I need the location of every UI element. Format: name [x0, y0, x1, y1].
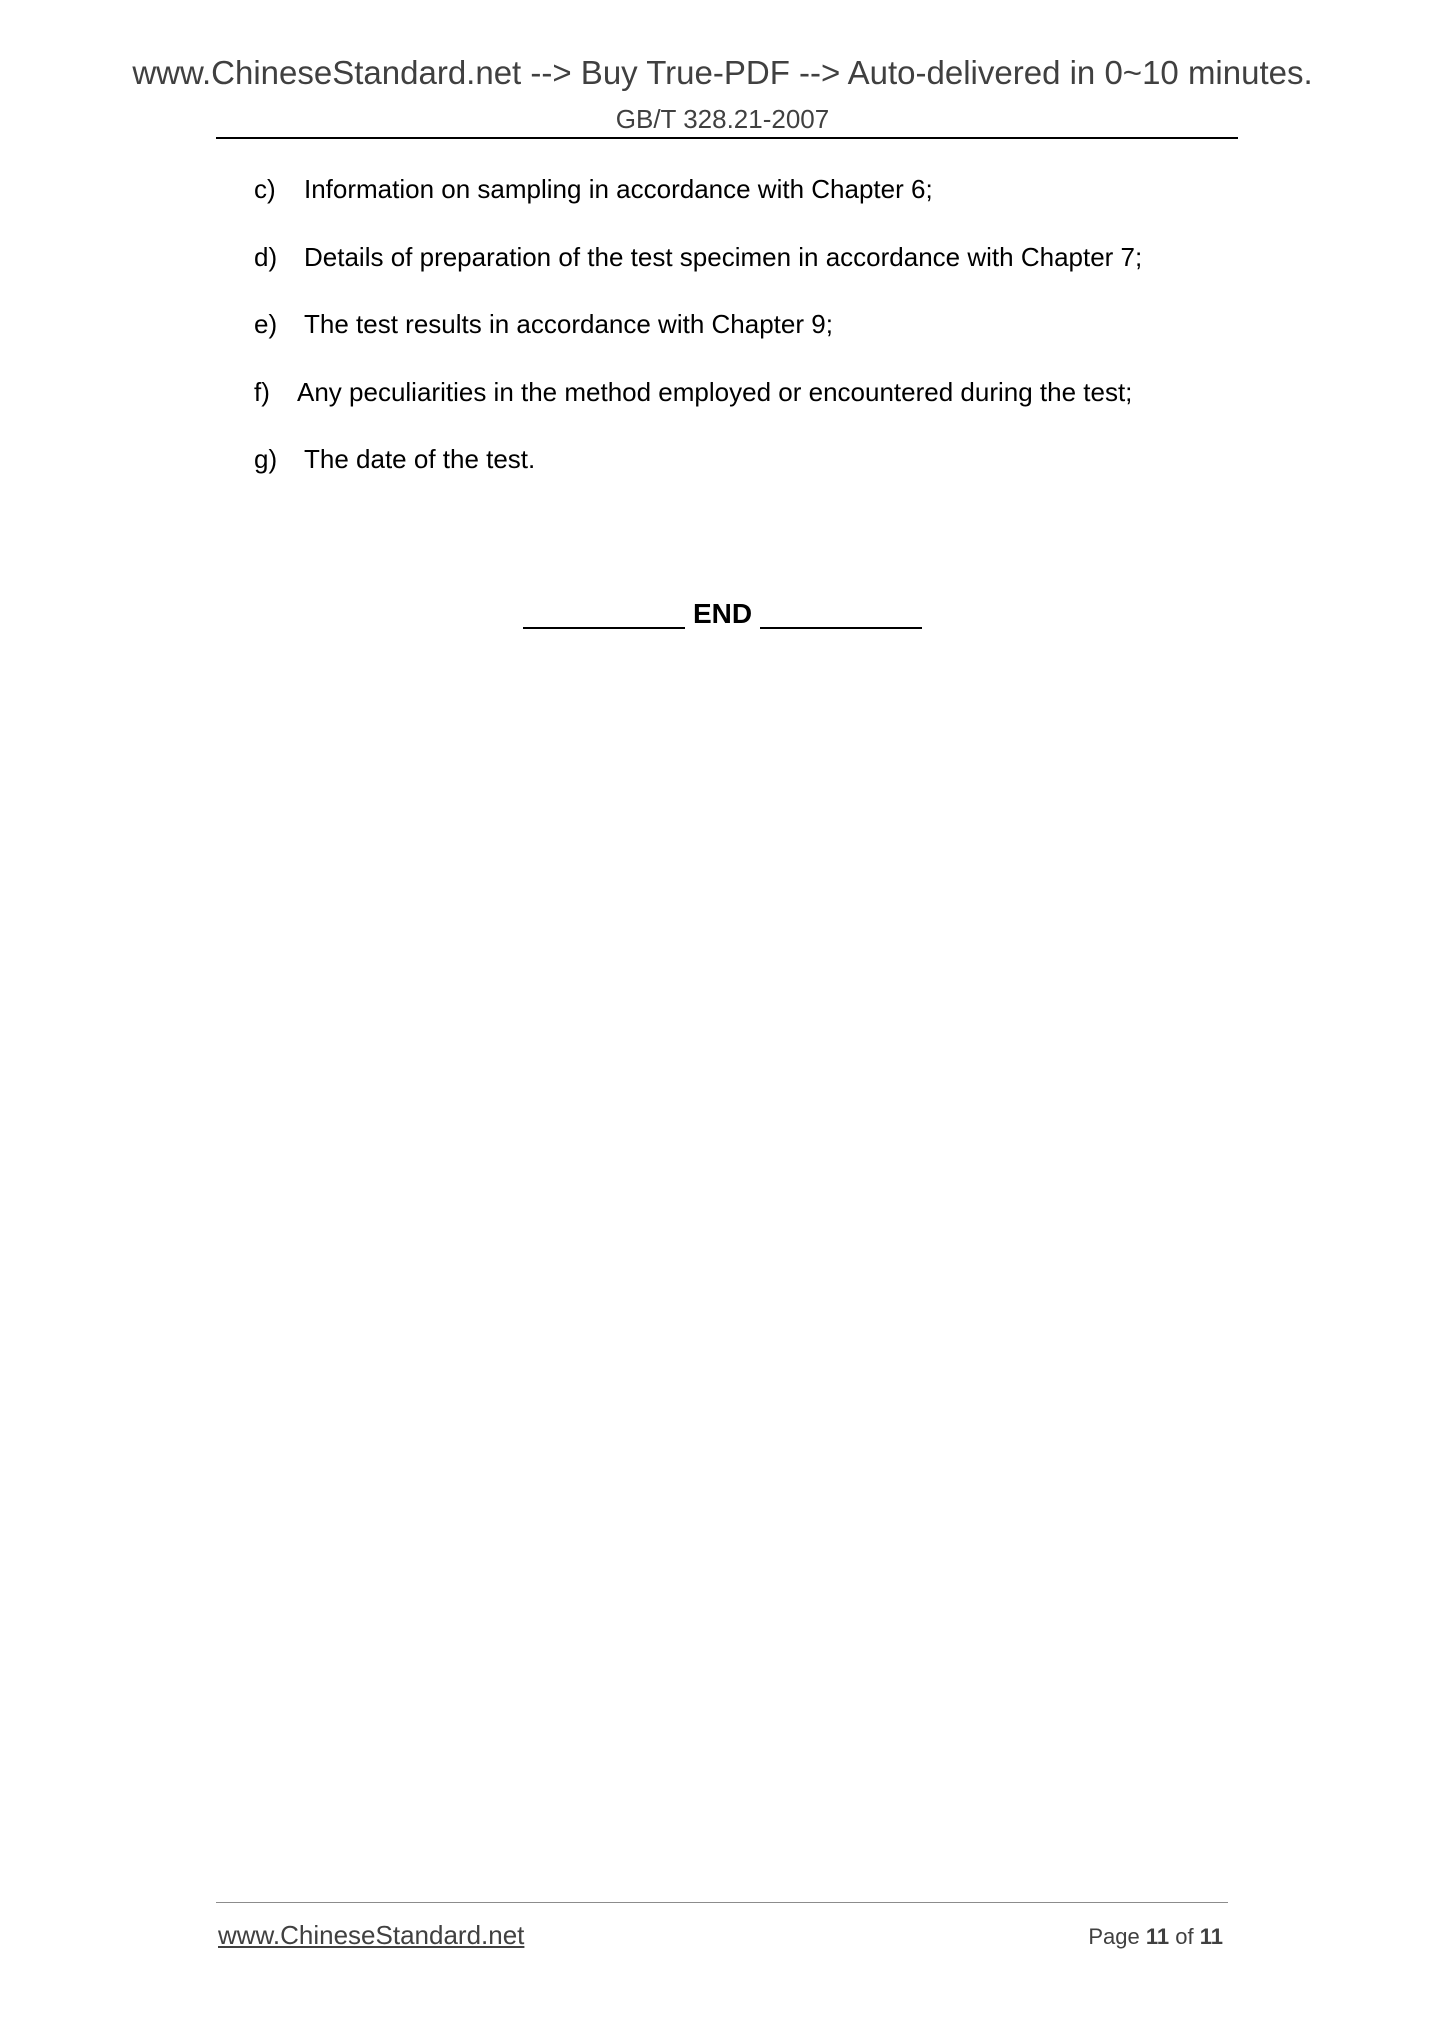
list-item [254, 176, 1142, 244]
end-label: END [692, 598, 753, 629]
page-current: 11 [1145, 1924, 1170, 1949]
end-marker [0, 600, 1445, 628]
page-label: Page [1088, 1924, 1140, 1949]
list-item-text: Any peculiarities in the method employed or encountered during the test; [297, 376, 1133, 407]
document-code: GB/T 328.21-2007 [615, 104, 830, 134]
list-item [254, 376, 1142, 447]
end-rule-right [760, 627, 922, 629]
list-item-marker: e) [254, 309, 278, 339]
page-total: 11 [1199, 1924, 1223, 1949]
page-of-label: of [1175, 1924, 1194, 1949]
header-divider [216, 137, 1238, 139]
list-item-text: Information on sampling in accordance with Chapter 6; [304, 174, 933, 204]
list-item-marker: f) [254, 376, 270, 407]
footer-divider [216, 1902, 1228, 1903]
list-item [254, 311, 1142, 379]
report-items-list [254, 176, 1142, 514]
list-item-text: The test results in accordance with Chapter 9; [304, 309, 833, 339]
page-number [1088, 1926, 1223, 1948]
list-item-marker: d) [254, 241, 278, 272]
footer-site-link[interactable]: www.ChineseStandard.net [218, 1920, 525, 1950]
list-item-text: The date of the test. [304, 444, 536, 474]
list-item [254, 446, 1142, 514]
end-rule-left [523, 627, 685, 629]
list-item-marker: g) [254, 444, 278, 474]
list-item-marker: c) [254, 174, 276, 204]
list-item-text: Details of preparation of the test specimen in accordance with Chapter 7; [304, 241, 1143, 272]
list-item [254, 241, 1143, 312]
site-banner: www.ChineseStandard.net --> Buy True-PDF --> Auto-delivered in 0~10 minutes. [132, 54, 1313, 91]
